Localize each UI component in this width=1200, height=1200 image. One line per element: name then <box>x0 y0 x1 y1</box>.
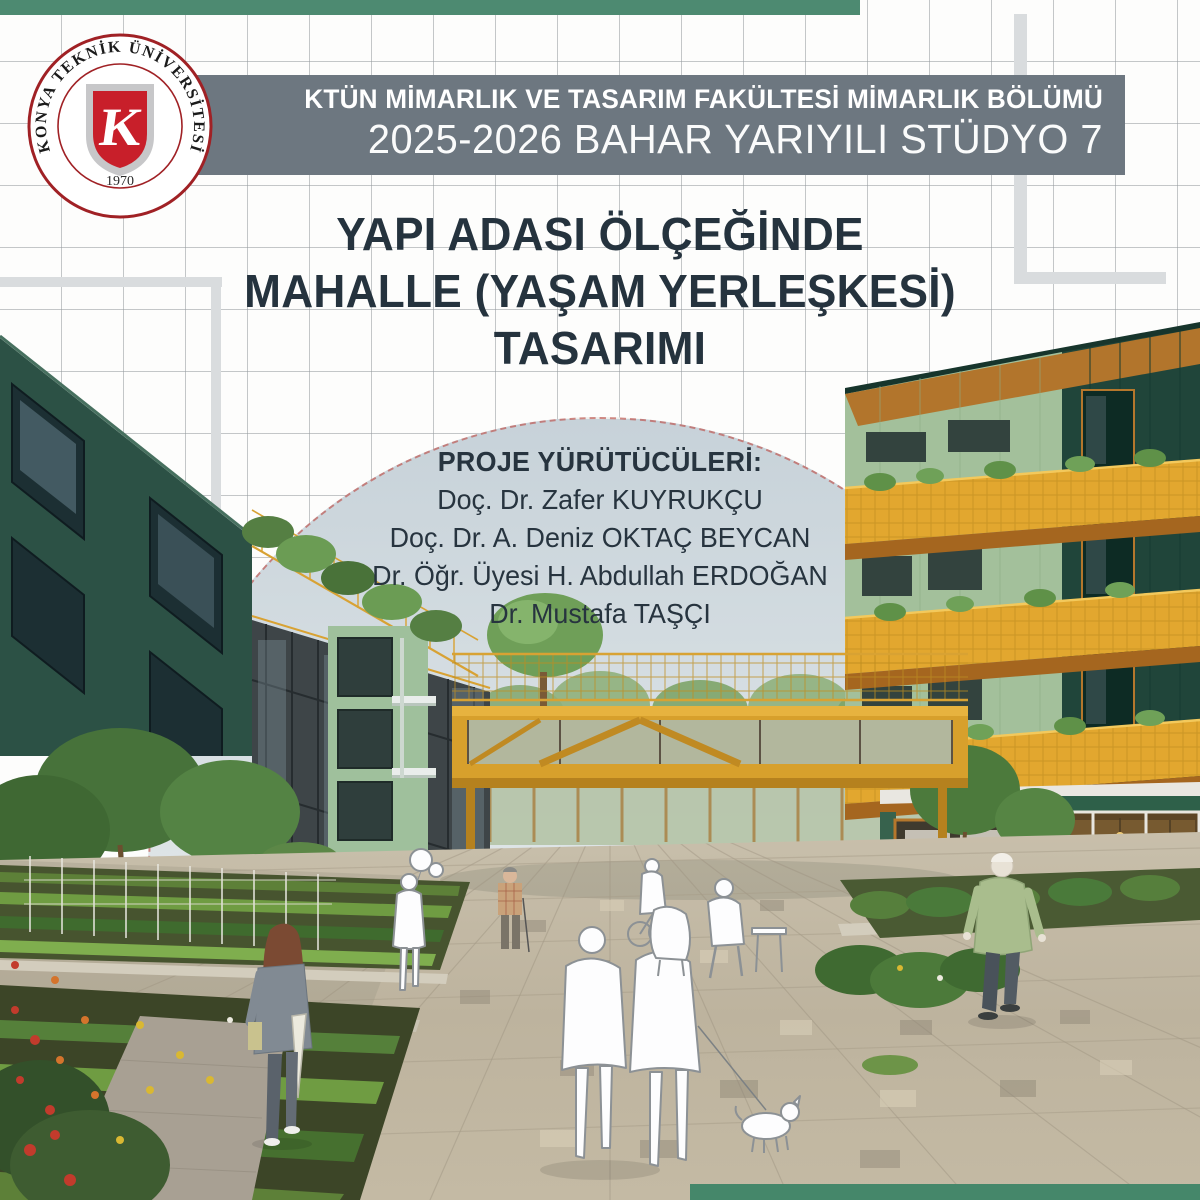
logo-ring-text: KONYA TEKNİK ÜNİVERSİTESİ <box>32 38 208 156</box>
university-logo <box>26 32 214 220</box>
project-coordinators <box>24 443 1176 633</box>
logo-founding-year: 1970 <box>106 174 134 189</box>
title-line-1: YAPI ADASI ÖLÇEĞİNDE <box>336 208 864 260</box>
coordinators-heading: PROJE YÜRÜTÜCÜLERİ: <box>437 446 763 477</box>
faculty-line: KTÜN MİMARLIK VE TASARIM FAKÜLTESİ MİMARLIK BÖLÜMÜ <box>304 84 1103 114</box>
coordinator-name: Doç. Dr. Zafer KUYRUKÇU <box>437 484 763 515</box>
coordinator-name: Doç. Dr. A. Deniz OKTAÇ BEYCAN <box>389 522 811 553</box>
title-line-3: TASARIMI <box>493 322 707 374</box>
logo-monogram: K <box>96 97 147 157</box>
header-banner <box>150 75 1125 175</box>
top-green-bar <box>0 0 860 15</box>
coordinator-name: Dr. Öğr. Üyesi H. Abdullah ERDOĞAN <box>372 560 828 591</box>
title-line-2: MAHALLE (YAŞAM YERLEŞKESİ) <box>244 265 956 317</box>
poster-title <box>24 206 1176 377</box>
semester-line: 2025-2026 BAHAR YARIYILI STÜDYO 7 <box>367 116 1103 162</box>
bottom-green-bar <box>690 1184 1200 1200</box>
logo-shield <box>86 84 154 176</box>
coordinator-name: Dr. Mustafa TAŞÇI <box>489 598 711 629</box>
university-logo-svg <box>26 32 214 220</box>
